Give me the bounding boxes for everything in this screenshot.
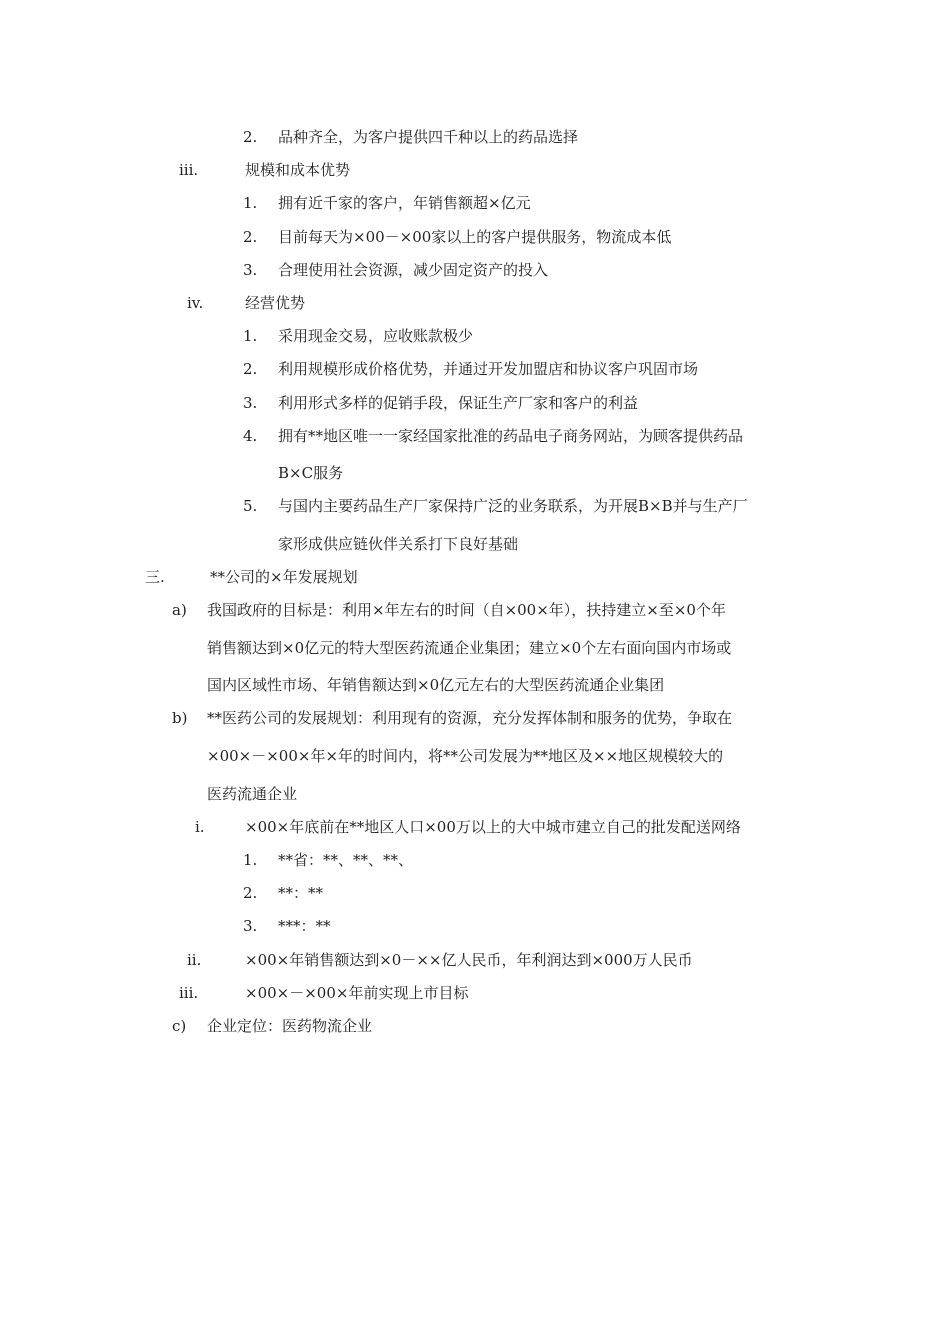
list-text-continuation: B×C服务 <box>278 464 344 482</box>
list-text: 经营优势 <box>245 294 306 312</box>
list-text-continuation: 家形成供应链伙伴关系打下良好基础 <box>278 535 519 553</box>
list-marker: a) <box>172 601 187 619</box>
list-marker: 2. <box>243 128 258 146</box>
list-text: **省：**、**、**、 <box>278 851 414 869</box>
list-text: 采用现金交易，应收账款极少 <box>278 327 474 345</box>
list-marker: 3. <box>243 917 258 935</box>
list-marker: 3. <box>243 394 258 412</box>
list-marker: 2. <box>243 884 258 902</box>
list-marker: iii. <box>179 984 199 1002</box>
list-text: 目前每天为×00－×00家以上的客户提供服务，物流成本低 <box>278 228 672 246</box>
list-marker: c) <box>172 1017 187 1035</box>
list-text: 拥有近千家的客户，年销售额超×亿元 <box>278 194 531 212</box>
list-text: **医药公司的发展规划：利用现有的资源，充分发挥体制和服务的优势，争取在 <box>207 709 733 727</box>
list-text: 规模和成本优势 <box>245 161 351 179</box>
list-text: ***：** <box>278 917 331 935</box>
list-text: 企业定位：医药物流企业 <box>207 1017 373 1035</box>
list-marker: 3. <box>243 261 258 279</box>
list-marker: i. <box>195 818 205 836</box>
section-marker: 三. <box>145 568 165 586</box>
list-marker: iii. <box>179 161 199 179</box>
list-text: 利用规模形成价格优势，并通过开发加盟店和协议客户巩固市场 <box>278 360 699 378</box>
list-marker: 1. <box>243 194 258 212</box>
list-text: 利用形式多样的促销手段，保证生产厂家和客户的利益 <box>278 394 639 412</box>
list-text-continuation: 国内区域性市场、年销售额达到×0亿元左右的大型医药流通企业集团 <box>207 676 665 694</box>
list-marker: 1. <box>243 851 258 869</box>
list-text: 我国政府的目标是：利用×年左右的时间（自×00×年），扶持建立×至×0个年 <box>207 601 726 619</box>
list-marker: 1. <box>243 327 258 345</box>
list-marker: ii. <box>187 951 202 969</box>
list-marker: 2. <box>243 360 258 378</box>
list-marker: iv. <box>187 294 204 312</box>
list-text-continuation: 医药流通企业 <box>207 785 298 803</box>
list-text: 拥有**地区唯一一家经国家批准的药品电子商务网站，为顾客提供药品 <box>278 427 744 445</box>
list-text-continuation: 销售额达到×0亿元的特大型医药流通企业集团；建立×0个左右面向国内市场或 <box>207 639 732 657</box>
list-marker: b) <box>172 709 188 727</box>
list-text: **：** <box>278 884 324 902</box>
list-text: 品种齐全，为客户提供四千种以上的药品选择 <box>278 128 579 146</box>
list-text: 与国内主要药品生产厂家保持广泛的业务联系，为开展B×B并与生产厂 <box>278 497 748 515</box>
list-marker: 2. <box>243 228 258 246</box>
list-text: ×00×－×00×年前实现上市目标 <box>245 984 469 1002</box>
section-title: **公司的×年发展规划 <box>210 568 358 586</box>
list-marker: 4. <box>243 427 258 445</box>
list-text-continuation: ×00×－×00×年×年的时间内，将**公司发展为**地区及××地区规模较大的 <box>207 747 724 765</box>
list-marker: 5. <box>243 497 258 515</box>
list-text: ×00×年底前在**地区人口×00万以上的大中城市建立自己的批发配送网络 <box>245 818 741 836</box>
list-text: ×00×年销售额达到×0－××亿人民币，年利润达到×000万人民币 <box>245 951 693 969</box>
list-text: 合理使用社会资源，减少固定资产的投入 <box>278 261 549 279</box>
